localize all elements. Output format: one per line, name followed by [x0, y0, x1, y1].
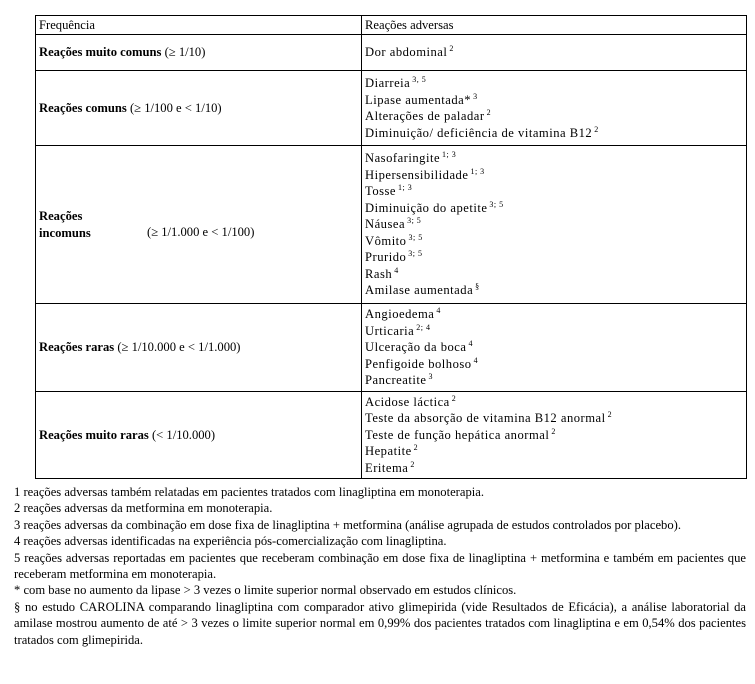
- footnote-5: 5 reações adversas reportadas em pacientes que receberam combinação em dose fixa de linagliptina + metformina e também em pacientes que receberam metformina em monoterapia.: [14, 550, 746, 582]
- frequency-label: Reações muito raras: [39, 427, 149, 442]
- frequency-range: (≥ 1/1.000 e < 1/100): [147, 225, 255, 240]
- table-header-row: [36, 16, 747, 35]
- effects-cell: [362, 71, 747, 146]
- effect-item: Angioedema $^4$: [365, 306, 441, 322]
- frequency-cell: [36, 304, 362, 392]
- frequency-label: Reações raras: [39, 340, 115, 355]
- frequency-range: (< 1/10.000): [148, 427, 216, 442]
- frequency-label: Reações muito comuns: [39, 45, 162, 60]
- table-row: [36, 392, 747, 479]
- effect-item: Teste de função hepática anormal $^2$: [365, 426, 556, 442]
- footnote-2: 2 reações adversas da metformina em monoterapia.: [14, 501, 273, 516]
- effect-item: Diminuição do apetite $^{3; 5}$: [365, 199, 504, 215]
- effect-item: Lipase aumentada* $^3$: [365, 91, 478, 107]
- header-frequency: Frequência: [36, 16, 362, 35]
- effect-item: Tosse $^{1; 3}$: [365, 183, 413, 199]
- table-row: [36, 304, 747, 392]
- effect-item: Rash $^4$: [365, 265, 399, 281]
- effects-cell: [362, 146, 747, 304]
- effect-item: Vômito $^{3; 5}$: [365, 232, 423, 248]
- footnote-asterisk: * com base no aumento da lipase > 3 vezes o limite superior normal observado em estudos clínicos.: [14, 583, 517, 598]
- table-row: [36, 146, 747, 304]
- frequency-cell: [36, 146, 362, 304]
- adverse-reactions-table: [35, 15, 747, 479]
- effects-cell: [362, 35, 747, 71]
- effect-item: Urticaria $^{2; 4}$: [365, 322, 431, 338]
- effect-item: Hepatite $^2$: [365, 443, 419, 459]
- footnotes: [14, 484, 746, 648]
- effect-item: Diarreia $^{3, 5}$: [365, 75, 427, 90]
- effect-item: Náusea $^{3; 5}$: [365, 216, 422, 232]
- effect-item: Pancreatite $^3$: [365, 372, 433, 388]
- effect-item: Amilase aumentada §: [365, 282, 480, 298]
- frequency-cell: [36, 392, 362, 479]
- frequency-range: (≥ 1/100 e < 1/10): [126, 100, 222, 115]
- frequency-range: (≥ 1/10): [161, 45, 206, 60]
- effect-item: Alterações de paladar $^2$: [365, 108, 492, 123]
- effect-item: Acidose láctica $^2$: [365, 393, 457, 409]
- frequency-cell: [36, 71, 362, 146]
- footnote-4: 4 reações adversas identificadas na experiência pós-comercialização com linagliptina.: [14, 534, 447, 549]
- header-adverse-reactions: Reações adversas: [362, 16, 747, 35]
- effect-item: Penfigoide bolhoso $^4$: [365, 355, 479, 371]
- frequency-label: Reações incomuns: [39, 209, 91, 240]
- effect-item: Eritema $^2$: [365, 459, 415, 475]
- effect-item: Dor abdominal $^2$: [365, 44, 454, 60]
- effect-item: Hipersensibilidade $^{1; 3}$: [365, 166, 485, 182]
- frequency-cell: [36, 35, 362, 71]
- effect-item: Diminuição/ deficiência de vitamina B12 $^2$: [365, 124, 599, 140]
- effect-item: Ulceração da boca $^4$: [365, 339, 473, 355]
- frequency-label: Reações comuns: [39, 100, 127, 115]
- effects-cell: [362, 392, 747, 479]
- frequency-range: (≥ 1/10.000 e < 1/1.000): [114, 340, 241, 355]
- table-row: [36, 71, 747, 146]
- effect-item: Prurido $^{3; 5}$: [365, 249, 423, 265]
- effects-cell: [362, 304, 747, 392]
- effect-item: Nasofaringite $^{1; 3}$: [365, 150, 457, 166]
- footnote-1: 1 reações adversas também relatadas em pacientes tratados com linagliptina em monoterapia.: [14, 485, 484, 499]
- footnote-section: § no estudo CAROLINA comparando linagliptina com comparador ativo glimepirida (vide Resultados de Eficácia), a análise laboratorial da amilase mostrou aumento de até > 3 vezes o limite superior normal em 0,99% dos pacientes tratados com linagliptina e em 0,54% dos pacientes tratados com glimepirida.: [14, 599, 746, 647]
- footnote-3: 3 reações adversas da combinação em dose fixa de linagliptina + metformina (análise agrupada de estudos controlados por placebo).: [14, 517, 681, 532]
- table-row: [36, 35, 747, 71]
- effect-item: Teste da absorção de vitamina B12 anormal $^2$: [365, 410, 613, 426]
